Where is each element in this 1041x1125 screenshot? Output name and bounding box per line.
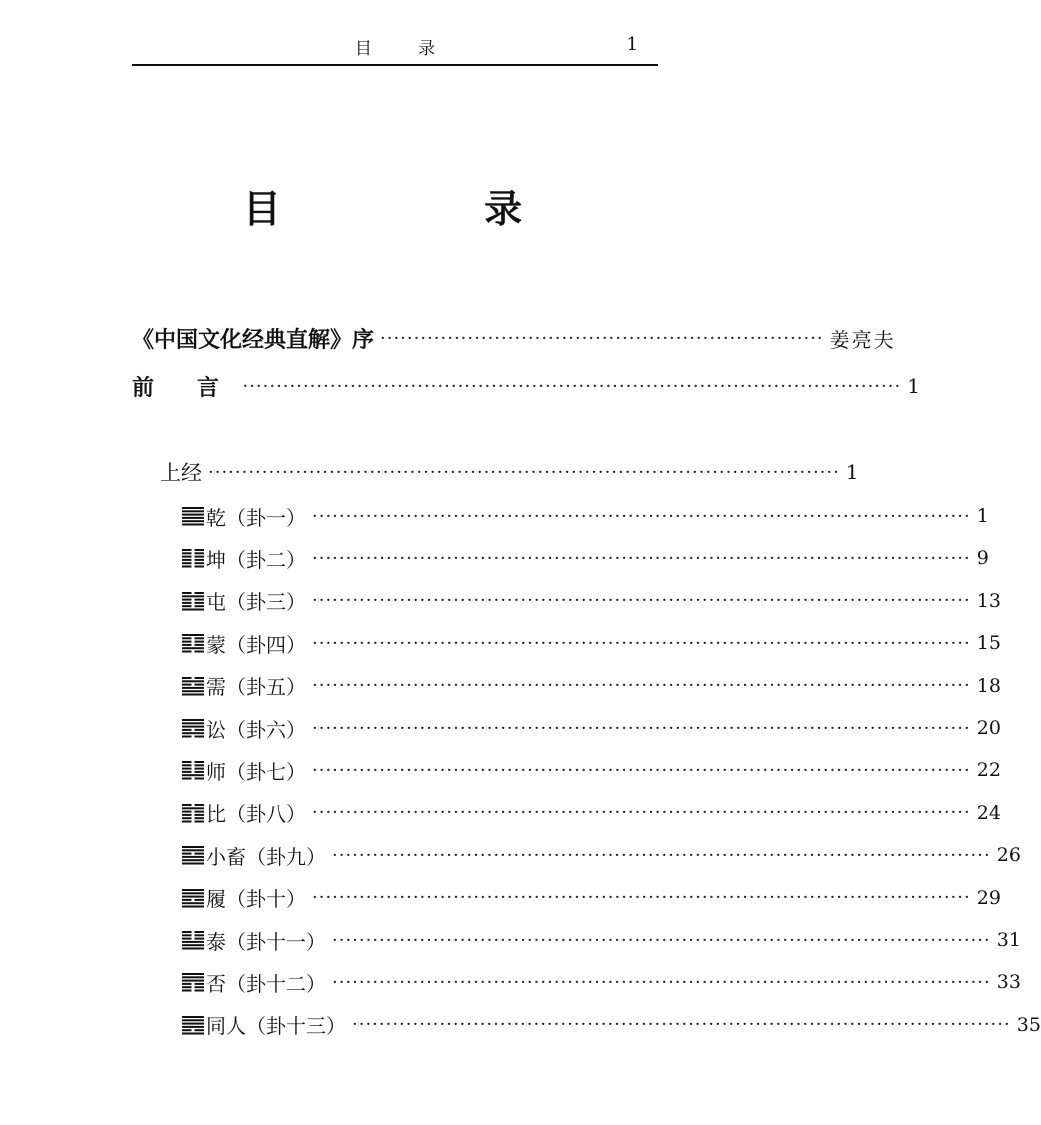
dot-leader: ·································································································· bbox=[242, 375, 902, 397]
toc-entry-label-group bbox=[182, 756, 306, 785]
toc-entry-label-group bbox=[182, 798, 306, 827]
toc-entry-label: 讼（卦六） bbox=[206, 717, 306, 742]
hexagram-zhun-icon bbox=[182, 591, 204, 611]
running-header bbox=[132, 30, 658, 66]
toc-entry-hexagram[interactable] bbox=[182, 1009, 1041, 1041]
toc-entry-label: 同人（卦十三） bbox=[206, 1014, 346, 1039]
toc-entry-label-group bbox=[182, 502, 306, 531]
dot-leader: ·································································································· bbox=[312, 547, 971, 569]
toc-entry-label-group bbox=[182, 1010, 346, 1039]
toc-entry-label-group bbox=[182, 926, 326, 955]
hexagram-bi-icon bbox=[182, 803, 204, 823]
toc-entry-label: 比（卦八） bbox=[206, 802, 306, 827]
toc-entry-label: 乾（卦一） bbox=[206, 505, 306, 530]
dot-leader: ·································································································· bbox=[312, 675, 971, 697]
toc-entry-page: 18 bbox=[976, 674, 1001, 697]
toc-entry-hexagram[interactable] bbox=[182, 797, 1001, 829]
toc-entry-label-group bbox=[182, 883, 306, 912]
toc-entry-hexagram[interactable] bbox=[182, 924, 1021, 956]
toc-entry-hexagram[interactable] bbox=[182, 882, 1001, 914]
dot-leader: ·································································································· bbox=[352, 1014, 1011, 1036]
toc-entry-label: 坤（卦二） bbox=[206, 547, 306, 572]
toc-entry-page: 1 bbox=[976, 505, 989, 527]
toc-entry-hexagram[interactable] bbox=[182, 670, 1001, 702]
toc-entry-label-group bbox=[182, 841, 326, 870]
toc-entry-hexagram[interactable] bbox=[182, 754, 1001, 786]
toc-entry-page: 33 bbox=[996, 971, 1021, 994]
toc-entry-label-group bbox=[182, 671, 306, 700]
dot-leader: ·································································································· bbox=[312, 632, 971, 654]
hexagram-lv-icon bbox=[182, 888, 204, 908]
toc-entry-hexagram[interactable] bbox=[182, 966, 1021, 998]
toc-entry-label: 蒙（卦四） bbox=[206, 632, 306, 657]
dot-leader: ·································································································· bbox=[312, 887, 971, 909]
hexagram-tongren-icon bbox=[182, 1015, 204, 1035]
toc-entry-foreword[interactable] bbox=[132, 370, 920, 402]
hexagram-xu-icon bbox=[182, 676, 204, 696]
dot-leader: ·································································································· bbox=[332, 971, 991, 993]
hexagram-kun-icon bbox=[182, 548, 204, 568]
toc-section-label: 上经 bbox=[160, 461, 202, 485]
dot-leader: ·································································· bbox=[380, 327, 824, 349]
hexagram-meng-icon bbox=[182, 633, 204, 653]
toc-entry-label: 需（卦五） bbox=[206, 675, 306, 700]
toc-entry-page: 9 bbox=[976, 547, 989, 570]
toc-entry-label-group bbox=[182, 544, 306, 573]
dot-leader: ·································································································· bbox=[312, 802, 971, 824]
toc-entry-page: 20 bbox=[976, 717, 1001, 739]
toc-entry-hexagram[interactable] bbox=[182, 585, 1001, 617]
toc-entry-label: 师（卦七） bbox=[206, 759, 306, 784]
toc-entry-label-group bbox=[182, 586, 306, 615]
toc-entry-hexagram[interactable] bbox=[182, 542, 989, 574]
toc-entry-page: 31 bbox=[996, 929, 1021, 951]
toc-entry-page: 29 bbox=[976, 886, 1001, 909]
toc-entry-page: 22 bbox=[976, 759, 1001, 782]
toc-entry-hexagram[interactable] bbox=[182, 500, 989, 532]
page-title: 目 录 bbox=[242, 187, 618, 231]
toc-entry-label-group bbox=[182, 968, 326, 997]
hexagram-shi-icon bbox=[182, 760, 204, 780]
toc-entry-label-group bbox=[182, 629, 306, 658]
dot-leader: ·································································································· bbox=[312, 759, 971, 781]
toc-entry-page: 15 bbox=[976, 632, 1001, 655]
toc-entry-page: 24 bbox=[976, 801, 1001, 824]
toc-entry-label-group bbox=[182, 714, 306, 743]
dot-leader: ·································································································· bbox=[332, 844, 991, 866]
dot-leader: ·································································································· bbox=[312, 505, 971, 527]
hexagram-xiaochu-icon bbox=[182, 845, 204, 865]
hexagram-song-icon bbox=[182, 718, 204, 738]
toc-entry-preface[interactable] bbox=[132, 322, 896, 354]
dot-leader: ·································································································· bbox=[312, 590, 971, 612]
preface-author: 姜亮夫 bbox=[829, 327, 896, 352]
toc-entry-hexagram[interactable] bbox=[182, 627, 1001, 659]
dot-leader: ·································································································· bbox=[332, 929, 991, 951]
hexagram-tai-icon bbox=[182, 930, 204, 950]
toc-entry-label: 履（卦十） bbox=[206, 887, 306, 912]
toc-section-page: 1 bbox=[845, 460, 859, 484]
hexagram-qian-icon bbox=[182, 506, 204, 526]
toc-entry-page: 35 bbox=[1016, 1013, 1041, 1036]
running-title: 目 录 bbox=[354, 39, 456, 59]
toc-entry-page: 26 bbox=[996, 844, 1021, 867]
dot-leader: ······························································································ bbox=[208, 461, 840, 483]
toc-entry-label: 屯（卦三） bbox=[206, 590, 306, 615]
toc-entry-hexagram[interactable] bbox=[182, 839, 1021, 871]
toc-entry-label: 小畜（卦九） bbox=[206, 844, 326, 869]
toc-entry-label: 泰（卦十一） bbox=[206, 929, 326, 954]
toc-entry-label: 前 言 bbox=[132, 375, 237, 401]
page-number: 1 bbox=[626, 34, 638, 55]
toc-entry-page: 1 bbox=[907, 374, 920, 398]
hexagram-pi-icon bbox=[182, 972, 204, 992]
dot-leader: ·································································································· bbox=[312, 717, 971, 739]
toc-entry-label: 否（卦十二） bbox=[206, 971, 326, 996]
toc-section-shangjing[interactable] bbox=[160, 456, 859, 488]
toc-entry-hexagram[interactable] bbox=[182, 712, 1001, 744]
toc-entry-label: 《中国文化经典直解》序 bbox=[132, 327, 375, 353]
toc-entry-page: 13 bbox=[976, 589, 1001, 612]
